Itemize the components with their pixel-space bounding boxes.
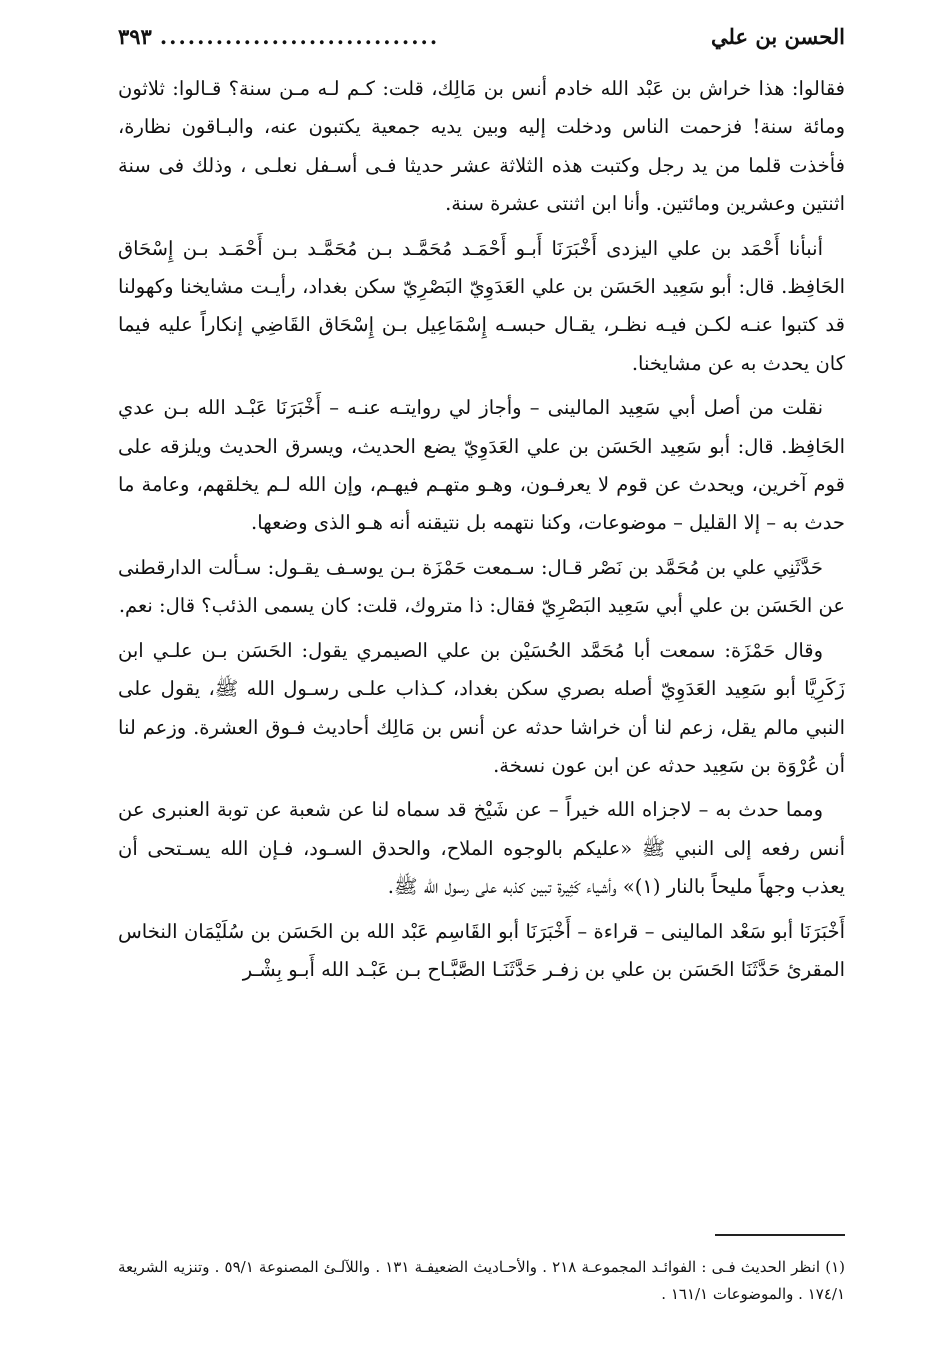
book-page bbox=[118, 24, 846, 1303]
paragraph: أَخْبَرَنَا أبو سَعْد المالينى – قراءة – أَخْبَرَنَا أبو القَاسِم عَبْد الله بن الحَسَن بن سُلَيْمَان النخاس المقرئ حَدَّثَنَا الحَسَن بن علي بن زفـر حَدَّثَنَـا الصَّبَّـاح بـن عَبْـد الله أَبـو بِشْـر bbox=[118, 919, 845, 981]
footnote-text: (١) انظر الحديث فـى : الفوائـد المجموعـة ٢١٨ . والأحـاديث الضعيفـة ١٣١ . واللآلـئ المصنوعة ٥٩/١ . وتنزيه الشريعة ١٧٤/١ . والموضوعات ١٦١/١ . bbox=[118, 1258, 846, 1303]
paragraph: ومما حدث به – لاجزاه الله خيراً – عن شَيْخ قد سماه لنا عن شعبة عن توبة العنبرى عن أنس رفعه إلى النبي ﷺ «عليكم بالوجوه الملاح، والحدق السـود، فـإن الله يسـتحى أن يعذب وجهاً مليحاً بالنار (١)» وأشياء كَثِيرة تبين كذبه على رسول الله ﷺ. bbox=[118, 798, 845, 899]
paragraph: أنبأنا أَحْمَد بن علي اليزدى أَخْبَرَنَا أَبـو أَحْمَـد مُحَمَّـد بـن مُحَمَّـد بـن أَحْمَـد بـن إِسْحَاق الحَافِظ. قال: أبو سَعِيد الحَسَن بن علي العَدَوِيّ البَصْرِيّ سكن بغداد، رأيـت مشايخنا وكهولنا قد كتبوا عنـه لكـن فيـه نظـر، يقـال حبسـه إِسْمَاعِيل بـن إِسْحَاق القَاضِي إنكاراً عليه فيما كان يحدث به عن مشايخنا. bbox=[118, 236, 845, 375]
paragraph: حَدَّثَنِي علي بن مُحَمَّد بن نَصْر قـال: سـمعت حَمْزَة بـن يوسـف يقـول: سـألت الدارقطنى عن الحَسَن بن علي أبي سَعِيد البَصْرِيّ فقال: ذا متروك، قلت: كان يسمى الذئب؟ قال: نعم. bbox=[118, 555, 845, 618]
main-text bbox=[118, 70, 845, 989]
paragraph: وقال حَمْزَة: سمعت أبا مُحَمَّد الحُسَيْن بن علي الصيمري يقول: الحَسَن بـن علـي ابن زَكَرِيَّا أبو سَعِيد العَدَوِيّ أصله بصري سكن بغداد، كـذاب علـى رسـول الله ﷺ، يقول على النبي مالم يقل، زعم لنا أن خراشا حدثه عن أنس بن مَالِك أحاديث فـوق العشرة. وزعم لنا أن عُرْوَة بن سَعِيد حدثه عن ابن عون نسخة. bbox=[118, 638, 845, 777]
page-number: ٣٩٣ bbox=[118, 24, 152, 49]
header-title: الحسن بن علي bbox=[711, 24, 845, 49]
running-header bbox=[118, 24, 845, 70]
paragraph: نقلت من أصل أبي سَعِيد المالينى – وأجاز لي روايتـه عنـه – أَخْبَرَنَا عَبْـد الله بـن عدي الحَافِظ. قال: أبو سَعِيد الحَسَن بن علي العَدَوِيّ يضع الحديث، ويسرق الحديث ويلزقه على قوم آخرين، ويحدث عن قوم لا يعرفـون، وهـو متهـم فيهـم، وإن الله لـم يخلقهم، وعامة ما حدث به – إلا القليل – موضوعات، وكنا نتهمه بل نتيقنه أنه هـو الذى وضعها. bbox=[118, 396, 845, 535]
header-leader-dots: .............................. bbox=[159, 24, 440, 49]
paragraph: فقالوا: هذا خراش بن عَبْد الله خادم أنس بن مَالِك، قلت: كـم لـه مـن سنة؟ قـالوا: ثلاثون ومائة سنة! فزحمت الناس ودخلت إليه وبين يديه جمعية يكتبون عنه، والبـاقون نظارة، فأخذت قلما من يد رجل وكتبت هذه الثلاثة عشر حديثا فـى أسـفل نعلـى ، وذلك فى سنة اثنتين وعشرين ومائتين. وأنا ابن اثنتى عشرة سنة. bbox=[118, 77, 845, 216]
footnote bbox=[118, 1254, 845, 1308]
footnote-separator bbox=[715, 1234, 845, 1236]
